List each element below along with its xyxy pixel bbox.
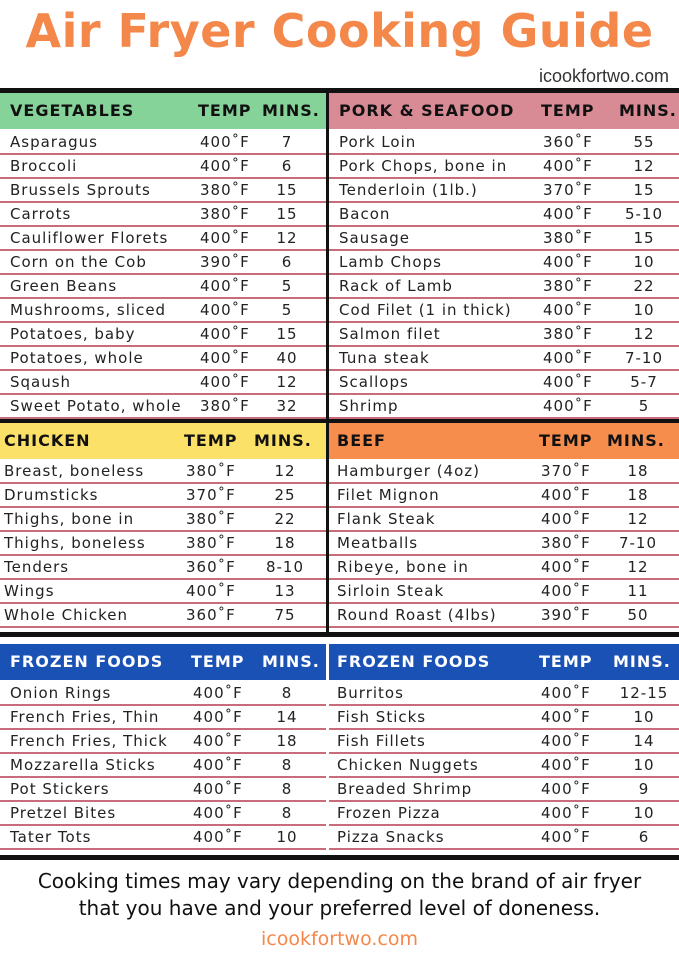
table-row (329, 754, 679, 778)
page-title: Air Fryer Cooking Guide (25, 4, 654, 58)
cook-minutes: 10 (633, 804, 655, 822)
temperature: 400˚F (193, 756, 243, 774)
cook-minutes: 18 (627, 486, 649, 504)
temperature: 400˚F (541, 756, 591, 774)
table-row (329, 556, 679, 580)
section-header (329, 93, 679, 129)
table-row (0, 323, 326, 347)
table-row (0, 532, 326, 556)
table-row (0, 580, 326, 604)
cook-minutes: 12 (627, 510, 649, 528)
food-item: Salmon filet (339, 325, 441, 343)
section-header (0, 93, 326, 129)
section-header (0, 423, 326, 459)
temperature: 380˚F (541, 534, 591, 552)
cook-minutes: 5-7 (630, 373, 658, 391)
cook-minutes: 6 (638, 828, 650, 846)
cook-minutes: 15 (276, 205, 298, 223)
food-item: Scallops (339, 373, 409, 391)
food-item: Drumsticks (4, 486, 99, 504)
temperature: 400˚F (193, 828, 243, 846)
temperature: 400˚F (541, 780, 591, 798)
mins-header: MINS. (607, 431, 665, 450)
cook-minutes: 5-10 (624, 205, 664, 223)
table-row (0, 706, 326, 730)
food-item: Lamb Chops (339, 253, 442, 271)
temperature: 400˚F (543, 349, 593, 367)
table-row (329, 155, 679, 179)
food-item: Shrimp (339, 397, 399, 415)
temperature: 400˚F (541, 510, 591, 528)
food-item: Tater Tots (10, 828, 92, 846)
table-row (0, 604, 326, 628)
mins-header: MINS. (262, 652, 320, 671)
temperature: 400˚F (543, 301, 593, 319)
table-row (329, 580, 679, 604)
site-url-bottom[interactable]: icookfortwo.com (260, 928, 418, 950)
section-chicken (0, 423, 326, 634)
temperature: 400˚F (200, 277, 250, 295)
table-row (329, 347, 679, 371)
temperature: 370˚F (186, 486, 236, 504)
cook-minutes: 8 (281, 780, 293, 798)
site-url-top[interactable]: icookfortwo.com (538, 66, 669, 86)
cook-minutes: 10 (633, 708, 655, 726)
cook-minutes: 12 (633, 157, 655, 175)
food-item: Chicken Nuggets (337, 756, 479, 774)
cook-minutes: 8 (281, 804, 293, 822)
temperature: 360˚F (186, 606, 236, 624)
section-frozen-foods-right (329, 637, 679, 856)
table-row (329, 484, 679, 508)
temperature: 400˚F (541, 828, 591, 846)
table-row (329, 778, 679, 802)
cook-minutes: 5 (638, 397, 650, 415)
food-item: Cod Filet (1 in thick) (339, 301, 512, 319)
temp-header: TEMP (184, 431, 238, 450)
food-item: Burritos (337, 684, 404, 702)
section-beef (329, 423, 679, 634)
food-item: Meatballs (337, 534, 419, 552)
cook-minutes: 5 (281, 301, 293, 319)
temperature: 400˚F (541, 582, 591, 600)
table-row (0, 484, 326, 508)
cook-minutes: 14 (633, 732, 655, 750)
temperature: 380˚F (200, 181, 250, 199)
food-item: Onion Rings (10, 684, 112, 702)
temperature: 400˚F (543, 157, 593, 175)
table-row (0, 826, 326, 850)
temp-header: TEMP (541, 101, 595, 120)
cook-minutes: 12 (276, 373, 298, 391)
section-title: PORK & SEAFOOD (339, 101, 515, 120)
temperature: 400˚F (541, 708, 591, 726)
table-row (0, 682, 326, 706)
table-row (0, 251, 326, 275)
table-row (329, 682, 679, 706)
table-row (0, 395, 326, 419)
cook-minutes: 25 (274, 486, 296, 504)
temperature: 400˚F (193, 732, 243, 750)
temperature: 380˚F (186, 534, 236, 552)
temperature: 400˚F (541, 558, 591, 576)
table-row (0, 347, 326, 371)
cook-minutes: 9 (638, 780, 650, 798)
cook-minutes: 6 (281, 253, 293, 271)
temperature: 400˚F (186, 582, 236, 600)
section-title: FROZEN FOODS (337, 652, 491, 671)
table-row (329, 371, 679, 395)
food-item: Pizza Snacks (337, 828, 445, 846)
food-item: Brussels Sprouts (10, 181, 151, 199)
disclaimer-line-1: Cooking times may vary depending on the brand of air fryer (37, 869, 642, 893)
table-row (0, 778, 326, 802)
food-item: Green Beans (10, 277, 118, 295)
table-row (329, 179, 679, 203)
mins-header: MINS. (254, 431, 312, 450)
food-item: French Fries, Thick (10, 732, 168, 750)
temperature: 400˚F (543, 373, 593, 391)
table-row (329, 826, 679, 850)
section-title: FROZEN FOODS (10, 652, 164, 671)
food-item: Mozzarella Sticks (10, 756, 156, 774)
temperature: 400˚F (193, 684, 243, 702)
temperature: 400˚F (200, 133, 250, 151)
cook-minutes: 22 (633, 277, 655, 295)
table-row (329, 275, 679, 299)
food-item: Ribeye, bone in (337, 558, 469, 576)
table-row (329, 460, 679, 484)
temp-header: TEMP (539, 652, 593, 671)
cook-minutes: 55 (633, 133, 655, 151)
food-item: Pork Loin (339, 133, 417, 151)
food-item: Breast, boneless (4, 462, 145, 480)
table-row (0, 155, 326, 179)
food-item: Carrots (10, 205, 72, 223)
food-item: Sirloin Steak (337, 582, 445, 600)
mins-header: MINS. (619, 101, 677, 120)
cook-minutes: 50 (627, 606, 649, 624)
temperature: 380˚F (200, 205, 250, 223)
cook-minutes: 8 (281, 756, 293, 774)
food-item: Corn on the Cob (10, 253, 147, 271)
cook-minutes: 15 (276, 181, 298, 199)
food-item: Hamburger (4oz) (337, 462, 480, 480)
temperature: 380˚F (200, 397, 250, 415)
table-row (0, 802, 326, 826)
table-row (0, 275, 326, 299)
temp-header: TEMP (191, 652, 245, 671)
temperature: 380˚F (543, 229, 593, 247)
table-row (329, 604, 679, 628)
table-row (329, 395, 679, 419)
temperature: 380˚F (543, 277, 593, 295)
food-item: Frozen Pizza (337, 804, 441, 822)
cook-minutes: 32 (276, 397, 298, 415)
food-item: Fish Sticks (337, 708, 427, 726)
cook-minutes: 12 (274, 462, 296, 480)
food-item: Pot Stickers (10, 780, 110, 798)
food-item: Wings (4, 582, 55, 600)
table-row (329, 203, 679, 227)
section-vegetables (0, 93, 326, 425)
table-row (0, 179, 326, 203)
section-title: VEGETABLES (10, 101, 135, 120)
food-item: Potatoes, baby (10, 325, 136, 343)
food-item: Broccoli (10, 157, 78, 175)
table-row (0, 460, 326, 484)
food-item: Sqaush (10, 373, 72, 391)
temperature: 400˚F (543, 253, 593, 271)
cook-minutes: 8-10 (265, 558, 305, 576)
food-item: Fish Fillets (337, 732, 426, 750)
cook-minutes: 12 (627, 558, 649, 576)
food-item: Tenderloin (1lb.) (339, 181, 478, 199)
temperature: 370˚F (541, 462, 591, 480)
cook-minutes: 6 (281, 157, 293, 175)
temperature: 360˚F (543, 133, 593, 151)
food-item: Rack of Lamb (339, 277, 453, 295)
food-item: Tenders (4, 558, 70, 576)
table-row (329, 227, 679, 251)
food-item: Pork Chops, bone in (339, 157, 508, 175)
food-item: Sweet Potato, whole (10, 397, 182, 415)
food-item: Sausage (339, 229, 410, 247)
section-pork-seafood (329, 93, 679, 425)
temp-header: TEMP (198, 101, 252, 120)
cook-minutes: 8 (281, 684, 293, 702)
food-item: French Fries, Thin (10, 708, 160, 726)
cook-minutes: 7 (281, 133, 293, 151)
cook-minutes: 13 (274, 582, 296, 600)
food-item: Mushrooms, sliced (10, 301, 167, 319)
table-row (0, 299, 326, 323)
temperature: 400˚F (200, 157, 250, 175)
cook-minutes: 40 (276, 349, 298, 367)
temperature: 400˚F (541, 684, 591, 702)
temperature: 390˚F (541, 606, 591, 624)
cook-minutes: 18 (274, 534, 296, 552)
food-item: Cauliflower Florets (10, 229, 169, 247)
table-row (329, 706, 679, 730)
food-item: Potatoes, whole (10, 349, 144, 367)
cook-minutes: 14 (276, 708, 298, 726)
cook-minutes: 5 (281, 277, 293, 295)
table-row (0, 508, 326, 532)
cook-minutes: 18 (627, 462, 649, 480)
cook-minutes: 15 (633, 229, 655, 247)
table-row (329, 802, 679, 826)
mins-header: MINS. (613, 652, 671, 671)
temperature: 400˚F (200, 373, 250, 391)
temperature: 400˚F (193, 804, 243, 822)
table-row (329, 131, 679, 155)
table-row (329, 251, 679, 275)
cook-minutes: 10 (633, 253, 655, 271)
food-item: Bacon (339, 205, 391, 223)
table-row (0, 754, 326, 778)
table-row (0, 203, 326, 227)
cook-minutes: 10 (633, 756, 655, 774)
temp-header: TEMP (539, 431, 593, 450)
cook-minutes: 15 (276, 325, 298, 343)
temperature: 400˚F (200, 325, 250, 343)
food-item: Pretzel Bites (10, 804, 117, 822)
food-item: Filet Mignon (337, 486, 440, 504)
temperature: 400˚F (541, 486, 591, 504)
cook-minutes: 10 (633, 301, 655, 319)
table-row (329, 323, 679, 347)
temperature: 400˚F (200, 301, 250, 319)
section-title: BEEF (337, 431, 386, 450)
food-item: Thighs, boneless (4, 534, 146, 552)
cook-minutes: 75 (274, 606, 296, 624)
section-header (329, 644, 679, 680)
temperature: 390˚F (200, 253, 250, 271)
temperature: 400˚F (541, 732, 591, 750)
disclaimer (0, 868, 679, 922)
table-row (0, 227, 326, 251)
cook-minutes: 12 (276, 229, 298, 247)
cook-minutes: 18 (276, 732, 298, 750)
section-header (329, 423, 679, 459)
table-row (329, 532, 679, 556)
temperature: 400˚F (541, 804, 591, 822)
mins-header: MINS. (262, 101, 320, 120)
disclaimer-line-2: that you have and your preferred level of doneness. (78, 896, 601, 920)
food-item: Tuna steak (339, 349, 430, 367)
cook-minutes: 12 (633, 325, 655, 343)
cook-minutes: 10 (276, 828, 298, 846)
table-row (0, 371, 326, 395)
cook-minutes: 11 (627, 582, 649, 600)
temperature: 400˚F (193, 708, 243, 726)
temperature: 400˚F (543, 205, 593, 223)
food-item: Breaded Shrimp (337, 780, 473, 798)
food-item: Thighs, bone in (4, 510, 135, 528)
section-header (0, 644, 326, 680)
temperature: 400˚F (200, 349, 250, 367)
table-row (329, 730, 679, 754)
table-row (0, 556, 326, 580)
table-row (0, 131, 326, 155)
section-frozen-foods-left (0, 637, 326, 856)
temperature: 380˚F (186, 510, 236, 528)
temperature: 370˚F (543, 181, 593, 199)
food-item: Whole Chicken (4, 606, 128, 624)
cook-minutes: 7-10 (618, 534, 658, 552)
temperature: 380˚F (543, 325, 593, 343)
cook-minutes: 15 (633, 181, 655, 199)
food-item: Asparagus (10, 133, 98, 151)
cook-minutes: 12-15 (619, 684, 669, 702)
temperature: 360˚F (186, 558, 236, 576)
section-title: CHICKEN (4, 431, 91, 450)
food-item: Flank Steak (337, 510, 436, 528)
temperature: 400˚F (543, 397, 593, 415)
table-row (329, 508, 679, 532)
table-row (0, 730, 326, 754)
food-item: Round Roast (4lbs) (337, 606, 497, 624)
table-row (329, 299, 679, 323)
cook-minutes: 22 (274, 510, 296, 528)
cook-minutes: 7-10 (624, 349, 664, 367)
temperature: 380˚F (186, 462, 236, 480)
temperature: 400˚F (200, 229, 250, 247)
temperature: 400˚F (193, 780, 243, 798)
